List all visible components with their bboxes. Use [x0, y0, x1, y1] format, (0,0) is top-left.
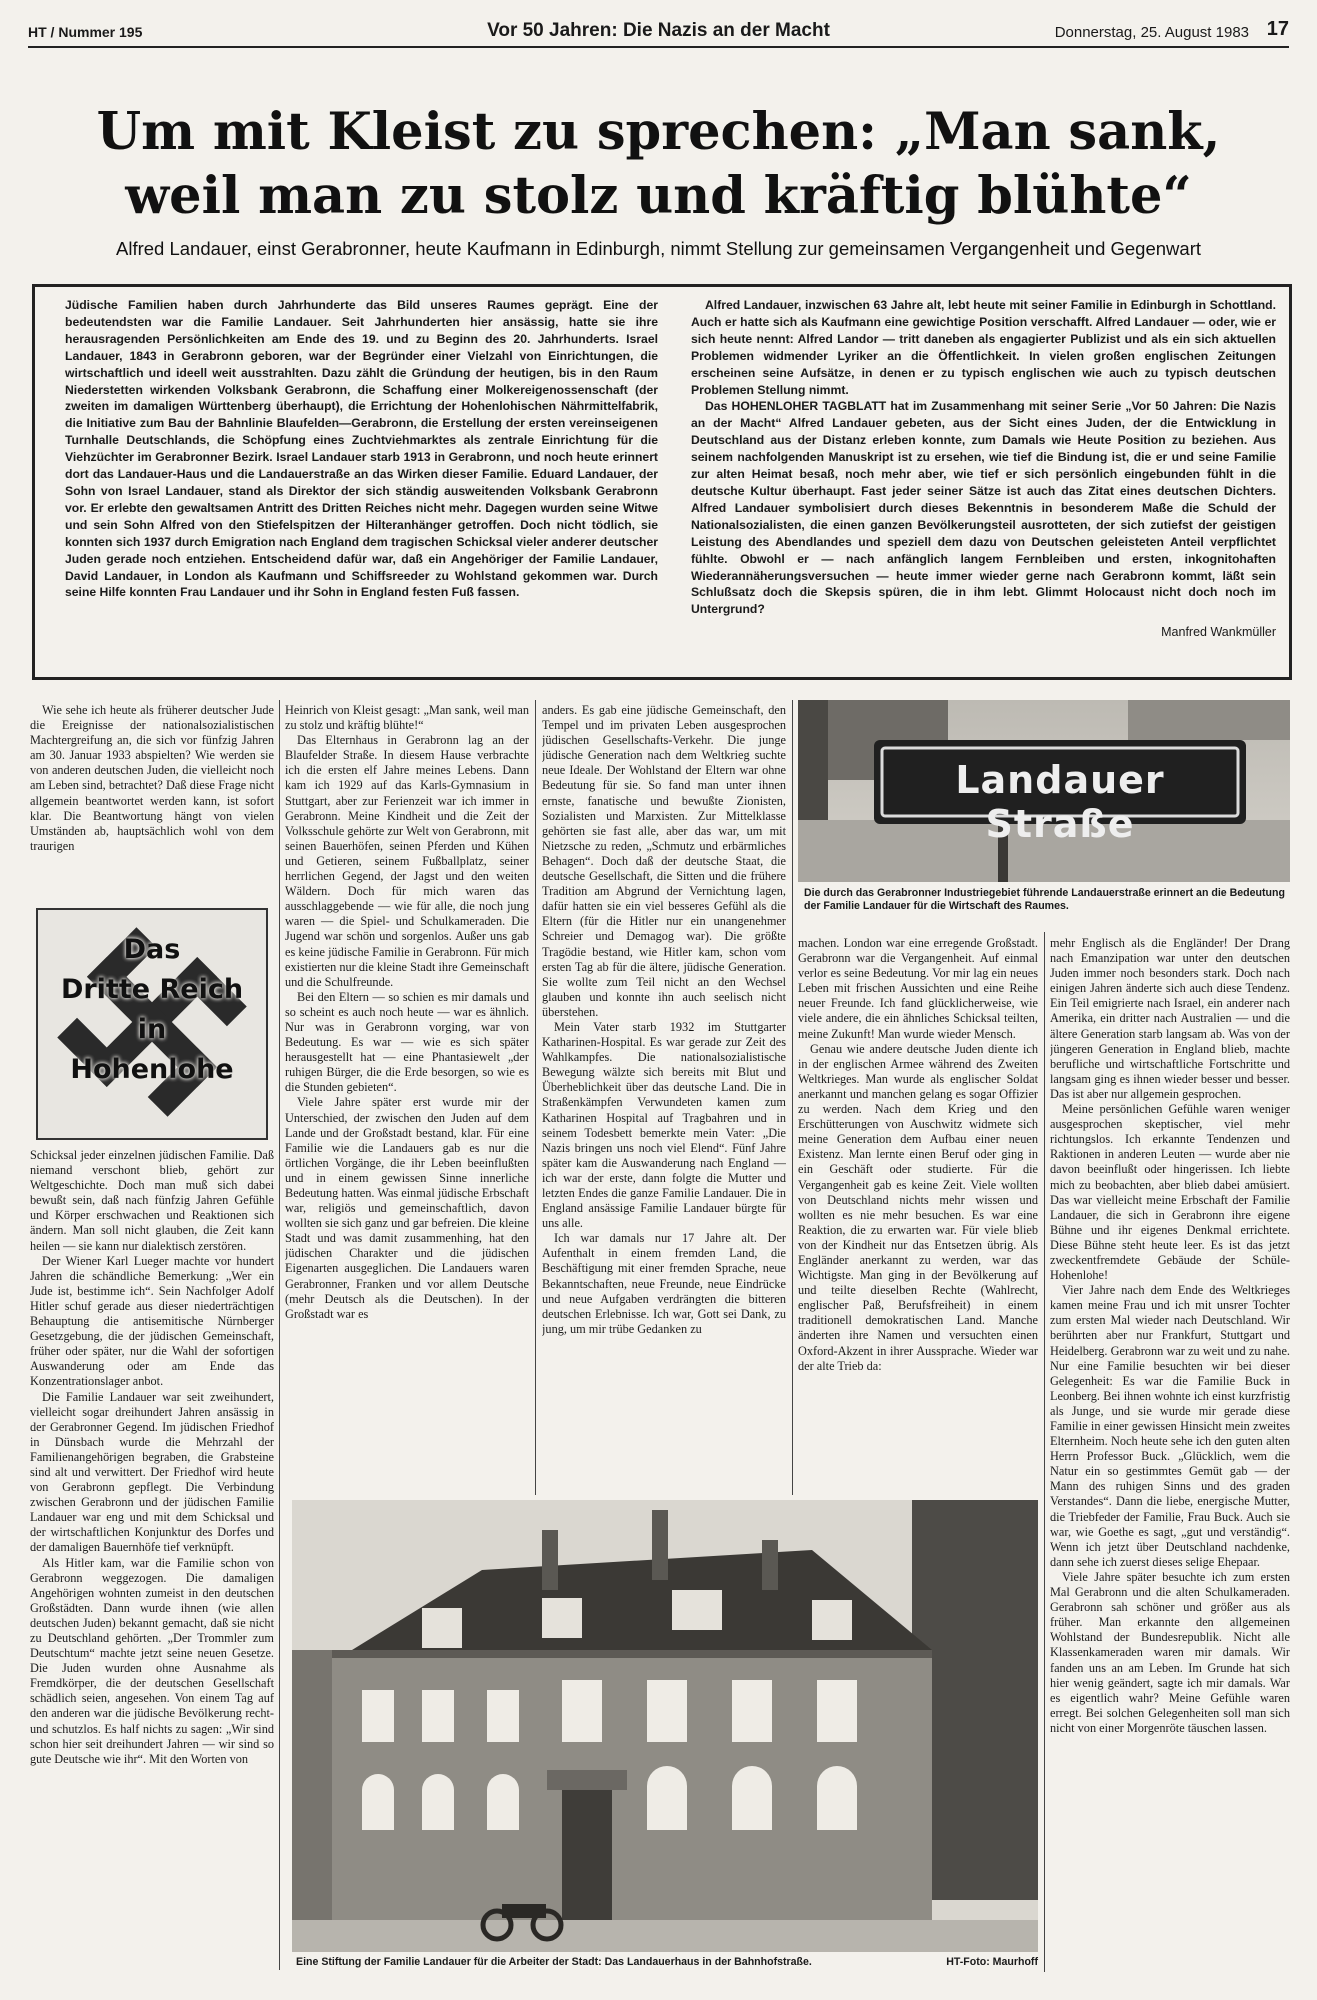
body-paragraph: Viele Jahre später besuchte ich zum ersten Mal Gerabronn und die alten Schulkameraden. Gerabronn sah schöner und größer aus als früher. Man erkannte den allgemeinen Wohlstand der Bundesrepublik. Nicht alle Klassenkameraden waren mir damals. Wir fanden uns an am Leben. Im Grunde hat sich hier wenig geändert, sagte ich mir damals. War es eigentlich wahr? Meine Gefühle waren erregt. Bei solchen Gelegenheiten soll man sich nicht von einer Morgenröte täuschen lassen.: [1050, 1569, 1290, 1735]
column-rule: [535, 700, 536, 1495]
body-paragraph: mehr Englisch als die Engländer! Der Drang nach Emanzipation war unter den deutschen Juden immer noch besonders stark. Doch nach einigen Jahren änderte sich auch diese Tendenz. Ein Teil emigrierte nach Israel, ein anderer nach Amerika, ein dritter nach Australien — und die ältere Generation starb langsam ab. Was von der jüngeren Generation in England blieb, machte berufliche und wirtschaftliche Fortschritte und langsam ging es ihnen wieder besser und besser. Das ist aber nur allgemein gesprochen.: [1050, 936, 1290, 1101]
subheadline: Alfred Landauer, einst Gerabronner, heute Kaufmann in Edinburgh, nimmt Stellung zur gemeinsamen Vergangenheit und Gegenwart: [116, 238, 1201, 259]
body-column-3: [542, 703, 786, 1496]
book-cover-line: in: [137, 1014, 167, 1045]
body-column-2: [285, 703, 529, 1496]
intro-box: [32, 284, 1292, 680]
book-cover-image: [36, 908, 268, 1140]
column-rule: [792, 700, 793, 1495]
body-paragraph: Vier Jahre nach dem Ende des Weltkrieges kamen meine Frau und ich mit unsrer Tochter zum ersten Mal wieder nach Deutschland. Wir berührten aber nur Frankfurt, Stuttgart und Heidelberg. Gerabronn war zu weit und zu nahe. Nur eine Familie besuchten wir bei dieser Gelegenheit: Es war die Familie Buck in Leonberg. Bei ihnen wohnte ich einst kurzfristig als Junge, und sie wurde mir gerade diese Familie in einer gewissen Hinsicht mein zweites Elternheim. Noch heute sehe ich den guten alten Herrn Professor Buck. „Glücklich, wem die Natur ein so gestimmtes Gemüt gab — der Mann des ruhigen Sinns und des graden Verstandes“. Dann die liebe, energische Mutter, die Triebfeder der Familie, Frau Buck. Auch sie war, wie Goethe es sagt, „gut und verständig“. Wenn ich jetzt über Deutschland nachdenke, dann sehe ich zuerst dieses selige Ehepaar.: [1050, 1283, 1290, 1569]
intro-paragraph: Alfred Landauer, inzwischen 63 Jahre alt, lebt heute mit seiner Familie in Edinburgh in Schottland. Auch er hatte sich als Kaufmann eine gewichtige Position verschafft. Alfred Landauer — oder, wie er sich heute nennt: Alfred Landor — tritt daneben als engagierter Publizist und als ein sich aktuellen Problemen widmender Lyriker an die Öffentlichkeit. In vielen großen englischen Zeitungen erscheinen seine Aufsätze, in denen er zu typisch englischen wie auch zu typisch deutschen Problemen Stellung nimmt.: [691, 298, 1276, 397]
body-paragraph: Wie sehe ich heute als früherer deutscher Jude die Ereignisse der nationalsozialistischen Machtergreifung an, die sich vor fünfzig Jahren am 30. Januar 1933 abspielten? Wie werden sie von anderen deutschen Juden, die vielleicht noch am Leben sind, betrachtet? Daß diese Frage nicht allgemein beantwortet werden kann, ist sofort klar. Die Beantwortung hängt von vielen Umständen ab, hauptsächlich wohl von dem traurigen: [30, 703, 274, 853]
body-paragraph: Genau wie andere deutsche Juden diente ich in der englischen Armee während des Zweiten Weltkrieges. Man wurde als englischer Soldat anerkannt und manchen gelang es sogar Offizier zu werden. Nach dem Krieg und den Erschütterungen von Auschwitz widmete sich meine Generation dem Aufbau einer neuen Existenz. Man lernte einen Beruf oder ging in ein Geschäft oder studierte. Für die Vergangenheit gab es keine Zeit. Viele wollten von Deutschland nichts mehr wissen und wollten es nie mehr besuchen. Es war eine Reaktion, die zu erwarten war. Für viele blieb von der Kindheit nur das Entsetzen übrig. Als Engländer anerkannt zu werden, war das Wichtigste. Man ging in der Bevölkerung auf und teilte dieselben Rechte (Wahlrecht, englischer Paß, Berufsfreiheit) in einem traditionell demokratischen Land. Manche änderten ihre Namen und versuchten einen Oxford-Akzent in ihrer Aussprache. Wieder war der alte Trieb da:: [798, 1041, 1038, 1373]
house-photo-caption: Eine Stiftung der Familie Landauer für die Arbeiter der Stadt: Das Landauerhaus in der Bahnhofstraße.: [296, 1956, 812, 1968]
page-number: 17: [1266, 18, 1289, 40]
body-paragraph: Viele Jahre später erst wurde mir der Unterschied, der zwischen den Juden auf dem Lande und der Großstadt bestand, klar. Für eine Familie wie die Landauers gab es nur die örtlichen Vorgänge, die ihr Leben beeinflußten und in einem gewissen Sinne innerliche Bedeutung hatten. Was einmal jüdische Erbschaft war, religiös und gemeinschaftlich, davon wollten sie sich ganz und gar befreien. Die kleine Stadt und was damit zusammenhing, hat den jüdischen Charakter und die jüdischen Eigenarten ausgeglichen. Die Landauers waren Gerabronner, Franken und vor allem Deutsche (mehr Deutsch als die Deutschen). In der Großstadt war es: [285, 1095, 529, 1321]
issue-date: Donnerstag, 25. August 1983: [1054, 24, 1249, 41]
street-sign-photo: [798, 700, 1290, 882]
body-paragraph: Der Wiener Karl Lueger machte vor hundert Jahren die schändliche Bemerkung: „Wer ein Jude ist, bestimme ich“. Sein Nachfolger Adolf Hitler schuf gerade aus dieser niederträchtigen Behauptung die antisemitische Nürnberger Gesetzgebung, die der jüdischen Gemeinschaft, früher oder später, nur die Wahl der sofortigen Auswanderung oder am Ende das Konzentrationslager anbot.: [30, 1253, 274, 1389]
street-photo-caption: Die durch das Gerabronner Industriegebiet führende Landauerstraße erinnert an die Bedeutung der Familie Landauer für die Wirtschaft des Raumes.: [804, 887, 1285, 912]
photo-credit: HT-Foto: Maurhoff: [946, 1956, 1038, 1968]
street-sign-text: Landauer Straße: [955, 758, 1165, 846]
running-header: [28, 18, 1289, 48]
issue-label: HT / Nummer 195: [28, 24, 143, 40]
book-cover-title: [38, 930, 266, 1090]
body-paragraph: Heinrich von Kleist gesagt: „Man sank, weil man zu stolz und kräftig blühte!“: [285, 703, 529, 733]
body-paragraph: Mein Vater starb 1932 im Stuttgarter Katharinen-Hospital. Es war gerade zur Zeit des Wahlkampfes. Die nationalsozialistische Bewegung wälzte sich bereits mit Blut und Überheblichkeit über das deutsche Land. Die in Straßenkämpfen Verwundeten kamen zum Katharinen Hospital auf Tragbahren und in seinem Todesbett bemerkte mein Vater: „Die Nazis bringen uns noch viel Elend“. Fünf Jahre später kam die Auswanderung nach England — ich war der erste, dann folgte die Mutter und letzten Endes die ganze Familie Landauer. Die in England ansässige Familie Landauer bürgte für uns alle.: [542, 1019, 786, 1231]
column-rule: [279, 700, 280, 1970]
book-cover-line: Das: [123, 934, 181, 965]
house-illustration: [292, 1500, 1038, 1952]
body-column-4: [798, 936, 1038, 1496]
body-paragraph: Bei den Eltern — so schien es mir damals und so scheint es auch noch heute — war es ähnlich. Nur was in Gerabronn vorging, war von Bedeutung. Es war — wie es sich später herausgestellt hat — eine Phantasiewelt „der ruhigen Bürger, die die Erde besorgen, so wie es die Stunden gebieten“.: [285, 989, 529, 1095]
column-rule: [1044, 932, 1045, 1972]
author-byline: Manfred Wankmüller: [1161, 625, 1276, 640]
landauer-house-photo: [292, 1500, 1038, 1952]
headline-line-2: weil man zu stolz und kräftig blühte“: [125, 166, 1192, 226]
intro-right-column: [691, 297, 1276, 641]
headline: [40, 100, 1277, 228]
headline-line-1: Um mit Kleist zu sprechen: „Man sank,: [96, 102, 1221, 162]
body-column-1-bottom: [30, 1148, 274, 1968]
series-title: Vor 50 Jahren: Die Nazis an der Macht: [487, 20, 830, 41]
body-paragraph: machen. London war eine erregende Großstadt. Gerabronn war die Vergangenheit. Auf einmal verlor es seine Bedeutung. Vor mir lag ein neues Leben mit frischen Aussichten und eine Reihe neuer Freunde. Ich fand glücklicherweise, wie viele andere, die ein ähnliches Schicksal teilten, meine Zukunft! Man wurde wieder Mensch.: [798, 936, 1038, 1041]
body-paragraph: Das Elternhaus in Gerabronn lag an der Blaufelder Straße. In diesem Hause verbrachte ich die ersten elf Jahre meines Lebens. Dann kam ich 1929 auf das Karls-Gymnasium in Stuttgart, aber zur Ferienzeit war ich immer in Gerabronn. Meine Kindheit und die Zeit der Volksschule gehörte zur Welt von Gerabronn, mit seinen Bauerhöfen, seinen Pferden und Kühen und Getieren, seinem Fußballplatz, seiner herrlichen Gegend, der Jagst und den weiten Wäldern. Doch für mich waren das ausschlaggebende — wie für alle, die noch jung waren — die Spiel- und Schulkameraden. Die Jugend war schön und sorgenlos. Außer uns gab es keine jüdische Familie in Gerabronn. Für mich existierten nur die kleine Stadt ihre Gemeinschaft und die Schulfreunde.: [285, 733, 529, 989]
body-paragraph: anders. Es gab eine jüdische Gemeinschaft, den Tempel und im privaten Leben ausgesprochen jüdischen Gesellschafts-Verkehr. Die junge jüdische Generation nach dem Weltkrieg suchte neue Ideale. Der Wohlstand der Eltern war ohne Bedeutung für sie. So fand man unter ihnen ernste, fanatische und bewußte Zionisten, Sozialisten und Marxisten. Zur Mittelklasse gehörten sie fast alle, aber das war, um mit Nietzsche zu reden, „Schmutz und erbärmliches Behagen“. Doch daß der deutsche Staat, die deutsche Gesellschaft, die Sitten und die frühere Tradition am Abgrund der Vernichtung lagen, dafür hatten sie ein viel besseres Gefühl als die Eltern (für die Hitler nur ein unangenehmer Schreier und Demagog war). Die größte Tragödie bestand, wie Hitler kam, schon vom ersten Tag ab für die ältere, jüdische Generation. Sie wollte zum Teil nicht an den Wechsel glauben und konnte ihn auch seelisch nicht überstehen.: [542, 703, 786, 1019]
book-cover-line: Dritte Reich: [60, 974, 244, 1005]
body-paragraph: Die Familie Landauer war seit zweihundert, vielleicht sogar dreihundert Jahren ansässig in der Gerabronner Gegend. Im jüdischen Friedhof in Dünsbach wurde die Mehrzahl der Familienangehörigen begraben, die Grabsteine sind alt und verwittert. Der Friedhof wird heute von Gerabronn gepflegt. Die Verbindung zwischen Gerabronn und der jüdischen Familie Landauer war eng und mit dem Schicksal und der wirtschaftlichen Konjunktur des Dorfes und der damaligen Bauernhöfe tief verknüpft.: [30, 1389, 274, 1555]
intro-left-column: Jüdische Familien haben durch Jahrhunderte das Bild unseres Raumes geprägt. Eine der bedeutendsten war die Familie Landauer. Seit Jahrhunderten hier ansässig, hatte sie ihre herausragenden Persönlichkeiten am Ende des 19. und zu Beginn des 20. Jahrhunderts. Israel Landauer, 1843 in Gerabronn geboren, war der Begründer einer Vielzahl von Einrichtungen, die wirtschaftlich und ideell weit ausstrahlten. Dazu zählt die Gründung der heutigen, bis in den Raum Niederstetten wirkenden Volksbank Gerabronn, die Schaffung einer Molkereigenossenschaft (der zweiten im damaligen Württenberg überhaupt), die Errichtung der Hohenlohischen Nährmittelfabrik, die Initiative zum Bau der Bahnlinie Blaufelden—Gerabronn, die Erstellung der ersten vereinseigenen Turnhalle Deutschlands, die Schöpfung eines Zuchtviehmarktes als zentrale Einrichtung für die Viehzüchter im Gerabronner Bezirk. Israel Landauer starb 1913 in Gerabronn, und noch heute erinnert dort das Landauer-Haus und die Landauerstraße an das Wirken dieser Familie. Eduard Landauer, der Sohn von Israel Landauer, stand als Direktor der sich ständig ausweitenden Volksbank Gerabronn vor. Er erlebte den gewaltsamen Antritt des Dritten Reiches nicht mehr. Dagegen wurden seine Witwe und sein Sohn Alfred von den Stiefelspitzen der Hilteranhänger getroffen. Doch nicht tödlich, sie konnten sich 1937 durch Emigration nach England dem tragischen Schicksal vieler anderer deutscher Juden gerade noch entziehen. Entscheidend dafür war, daß ein Angehöriger der Familie Landauer, David Landauer, in London als Kaufmann und Schiffsreeder zu Wohlstand gekommen war. Durch seine Hilfe konnten Frau Landauer und ihr Sohn in England festen Fuß fassen.: [65, 298, 658, 600]
book-cover-line: Hohenlohe: [70, 1054, 234, 1085]
body-paragraph: Als Hitler kam, war die Familie schon von Gerabronn weggezogen. Die damaligen Angehörigen wohnten zumeist in den deutschen Großstädten. Dann wurde ihnen (wie allen deutschen Juden) bekannt gemacht, daß sie nicht zu Deutschland gehörten. „Der Trommler zum Deutschtum“ machte jetzt seine neuen Gesetze. Die Juden wurden ohne Ausnahme als Fremdkörper, die der deutschen Gesellschaft schädlich seien, angesehen. Von einem Tag auf den anderen war die jüdische Bevölkerung recht- und schutzlos. Es half nichts zu sagen: „Wir sind schon hier seit dreihundert Jahren — wir sind so gute Deutsche wie ihr“. Mit den Worten von: [30, 1555, 274, 1766]
body-paragraph: Schicksal jeder einzelnen jüdischen Familie. Daß niemand verschont blieb, gehört zur Weltgeschichte. Doch man muß sich dabei bewußt sein, daß nach fünfzig Jahren Gefühle und Körper erschwachen und Reaktionen sich ändern. Man soll nicht glauben, die Zeit kann heilen — sie kann nur dialektisch zerstören.: [30, 1148, 274, 1253]
intro-paragraph: Das HOHENLOHER TAGBLATT hat im Zusammenhang mit seiner Serie „Vor 50 Jahren: Die Nazis an der Macht“ Alfred Landauer gebeten, aus der Sicht eines Juden, der die Entwicklung in Deutschland aus der Distanz erleben konnte, zum Damals wie Heute Position zu beziehen. Aus seinem nachfolgenden Manuskript ist zu ersehen, wie tief die Bindung ist, die er und seine Familie zur alten Heimat besaß, noch mehr aber, wie tief er sich persönlich eingebunden fühlt in die deutsche Kultur überhaupt. Fast jeder seiner Sätze ist auch das Zitat eines deutschen Dichters. Alfred Landauer symbolisiert durch dieses Bekenntnis in besonderem Maße die Schuld der Nationalsozialisten, die einen ganzen Bevölkerungsteil ausrotteten, der sich zutiefst der geistigen Leistung des Abendlandes und speziell dem dazu von Deutschen geleisteten Anteil verpflichtet fühlte. Obwohl er — nach anfänglich langem Fernbleiben und ersten, inkognitohaften Wiederannäherungsversuchen — heute immer wieder gerne nach Gerabronn kommt, läßt sein Schlußsatz doch die Skepsis spüren, die in ihm lebt. Glimmt Holocaust nicht doch noch im Untergrund?: [691, 399, 1276, 617]
body-paragraph: Meine persönlichen Gefühle waren weniger ausgesprochen skeptischer, viel mehr richtungslos. Ich erkannte Tendenzen und Raktionen in anderen Leuten — wurde aber nie davon beeinflußt oder hingerissen. Ich liebte mich zu beobachten, aber blieb dabei amüsiert. Das war vielleicht meine Erbschaft der Familie Landauer, die sich in Gerabronn ihre eigene Bühne und ihr eigenes Denkmal errichtete. Diese Bühne steht heute leer. Es ist das jetzt zweckentfremdete Gebäude der Schüle-Hohenlohe!: [1050, 1102, 1290, 1283]
body-column-1-top: [30, 703, 274, 903]
body-paragraph: Ich war damals nur 17 Jahre alt. Der Aufenthalt in einem fremden Land, die Beschäftigung mit einer fremden Sprache, neue Bekanntschaften, neue Freunde, neue Eindrücke und neue Aufgaben verdrängten die bitteren deutschen Erlebnisse. Ich war, Gott sei Dank, zu jung, um mir trübe Gedanken zu: [542, 1231, 786, 1336]
body-column-5: [1050, 936, 1290, 1970]
